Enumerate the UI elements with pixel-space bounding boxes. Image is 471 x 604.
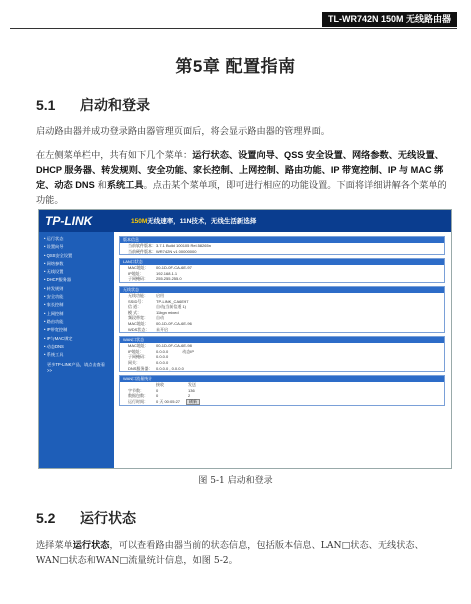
status-row	[120, 276, 444, 282]
sidebar-menu-item[interactable]: • 运行状态	[44, 236, 64, 241]
sidebar-menu-item[interactable]: • IP带宽控制	[44, 327, 68, 333]
menu-names: 运行状态、设置向导、QSS 安全设置、网络参数、无线设置、DHCP 服务器、转发规则、安全功能、家长控制、上网控制、路由功能、IP 带宽控制、IP 与 MAC 绑定、动态 DNS	[36, 150, 444, 190]
status-value: 0.0.0.0	[156, 359, 169, 365]
uptime-row	[120, 399, 444, 406]
sidebar-menu-item[interactable]: • 系统工具	[44, 352, 64, 358]
slogan-highlight: 150M	[131, 218, 148, 225]
slogan-text: 无线速率，11N技术，无线生活新选择	[147, 218, 257, 225]
sidebar-menu-item[interactable]: • 家长控制	[44, 302, 64, 308]
sidebar-menu-item[interactable]: • 上网控制	[44, 310, 64, 316]
status-value: 自动(当前信道 1)	[156, 304, 186, 310]
para-text: 。点击某个菜单项，即可进行相应的功能设置。下面将详细讲解各个菜单的功能。	[36, 180, 447, 206]
status-block-title: WAN口状态	[120, 337, 444, 343]
status-label: 无线功能：	[128, 292, 148, 298]
status-value: WR742N v1 00000000	[156, 248, 197, 254]
uptime-value: 0 天 00:05:27	[156, 398, 181, 404]
status-label: IP地址：	[128, 270, 144, 276]
router-admin-screenshot	[38, 209, 452, 469]
menu-name-status: 运行状态	[72, 540, 110, 550]
sidebar-menu-item[interactable]: • 设置向导	[44, 244, 64, 250]
para-text: 和	[94, 180, 107, 191]
status-block-title: 版本信息	[120, 237, 444, 243]
header-rule	[10, 28, 457, 29]
traffic-label: 字节数：	[128, 387, 144, 393]
status-block	[119, 258, 445, 283]
traffic-block-title: WAN口流量统计	[120, 376, 444, 382]
sidebar-menu-item[interactable]: • 动态DNS	[44, 343, 64, 349]
status-label: 信 道：	[128, 304, 142, 310]
sidebar-menu-item[interactable]: • IP与MAC绑定	[44, 335, 73, 341]
status-label: MAC地址：	[128, 343, 149, 349]
traffic-send: 136	[188, 387, 195, 393]
status-label: 频段带宽：	[128, 315, 148, 321]
sidebar-menu-item[interactable]: • 安全功能	[44, 294, 64, 300]
sidebar-menu-item[interactable]: • DHCP服务器	[44, 277, 72, 283]
traffic-send: 2	[188, 393, 191, 399]
status-value: 0.0.0.0 , 0.0.0.0	[156, 365, 184, 371]
para-text: ，可以查看路由器当前的状态信息，包括版本信息、LAN□状态、无线状态、WAN□状态和WAN□流量统计信息，如图 5-2。	[36, 540, 424, 566]
status-label: 当前软件版本：	[128, 243, 156, 248]
sidebar-menu-item[interactable]: • 无线设置	[44, 269, 64, 275]
chapter-title: 第5章 配置指南	[175, 57, 296, 76]
paragraph-status-intro	[36, 538, 450, 568]
status-value: 11bgn mixed	[156, 309, 179, 315]
status-label: 子网掩码：	[128, 276, 148, 282]
section-number: 5.1	[36, 97, 56, 113]
admin-status-panel	[119, 236, 445, 409]
status-label: 当前硬件版本：	[128, 248, 156, 254]
traffic-col-send: 发送	[188, 382, 196, 388]
section-title: 运行状态	[80, 510, 136, 526]
traffic-receive: 0	[156, 393, 159, 399]
status-value: TP-LINK_CA6E97	[156, 298, 189, 304]
sidebar-menu-item[interactable]: • 转发规则	[44, 285, 64, 291]
status-block-title: LAN口状态	[120, 259, 444, 265]
status-label: WDS状态：	[128, 326, 150, 332]
paragraph-menu-list	[36, 148, 450, 208]
status-value: 00-1D-0F-CA-6E-98	[156, 343, 192, 349]
section-number: 5.2	[36, 510, 56, 526]
status-label: MAC地址：	[128, 320, 149, 326]
sidebar-more-link[interactable]: 更多TP-LINK产品，请点击查看 >>	[47, 362, 105, 374]
status-value: 0.0.0.0	[156, 354, 169, 360]
status-value: 192.168.1.1	[156, 270, 178, 276]
status-value: 3.7.1 Build 100105 Rel.58265n	[156, 243, 211, 248]
section-heading-5-2	[36, 508, 136, 528]
page-header	[300, 12, 457, 28]
admin-banner	[39, 210, 451, 232]
status-value: 255.255.255.0	[156, 276, 182, 282]
status-block	[119, 336, 445, 372]
sidebar-menu-item[interactable]: • 网络参数	[44, 260, 64, 266]
status-label: MAC地址：	[128, 265, 149, 271]
status-label: DNS服务器：	[128, 365, 153, 371]
status-label: IP地址：	[128, 348, 144, 354]
status-label: 网关：	[128, 359, 140, 365]
status-block	[119, 236, 445, 255]
section-heading-5-1	[36, 95, 150, 115]
status-row	[120, 327, 444, 333]
para-text: 在左侧菜单栏中，共有如下几个菜单：	[36, 150, 193, 161]
status-row	[120, 366, 444, 372]
status-block-title: 无线状态	[120, 287, 444, 293]
status-row	[120, 249, 444, 255]
status-value: 00-1D-0F-CA-6E-97	[156, 265, 192, 271]
traffic-col-receive: 接收	[156, 382, 164, 388]
figure-caption: 图 5-1 启动和登录	[198, 476, 273, 486]
uptime-label: 运行时间：	[128, 398, 148, 404]
sidebar-menu-item[interactable]: • QSS安全设置	[44, 252, 73, 258]
status-label: 子网掩码：	[128, 354, 148, 360]
admin-sidebar-menu	[39, 232, 114, 468]
section-title: 启动和登录	[80, 97, 150, 113]
status-extra: 动态IP	[182, 348, 195, 354]
status-label: 模 式：	[128, 309, 142, 315]
menu-name-tools: 系统工具	[106, 180, 144, 190]
status-value: 00-1D-0F-CA-6E-96	[156, 320, 192, 326]
status-value: 未开启	[156, 326, 168, 332]
status-block	[119, 286, 445, 333]
refresh-button[interactable]: 刷新	[186, 399, 200, 406]
traffic-block	[119, 375, 445, 406]
traffic-receive: 0	[156, 387, 159, 393]
header-title: TL-WR742N 150M 无线路由器	[322, 12, 457, 27]
status-value: 0.0.0.0	[156, 348, 169, 354]
para-text: 选择菜单	[36, 540, 73, 551]
status-label: SSID号：	[128, 298, 146, 304]
status-value: 自动	[156, 315, 164, 321]
tp-link-logo: TP-LINK	[45, 214, 93, 228]
paragraph-intro: 启动路由器并成功登录路由器管理页面后，将会显示路由器的管理界面。	[36, 126, 330, 137]
status-value: 启用	[156, 292, 164, 298]
sidebar-menu-item[interactable]: • 路由功能	[44, 318, 64, 324]
traffic-label: 数据包数：	[128, 393, 148, 399]
banner-slogan	[131, 216, 256, 225]
